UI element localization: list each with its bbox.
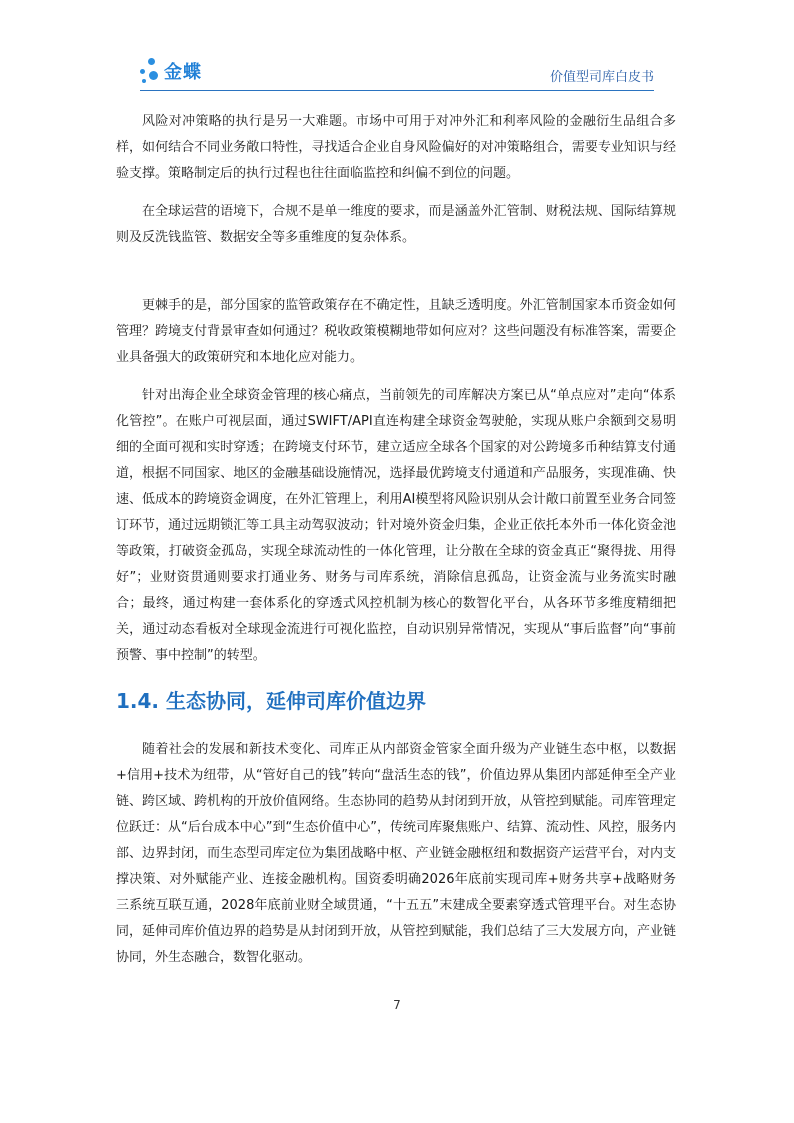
header-title: 价值型司库白皮书 — [549, 70, 654, 85]
paragraph: 风险对冲策略的执行是另一大难题。市场中可用于对冲外汇和利率风险的金融衍生品组合多样，如何结合不同业务敞口特性，寻找适合企业自身风险偏好的对冲策略组合，需要专业知识与经验支撑。策略制定后的执行过程也往往面临监控和纠偏不到位的问题。 — [116, 114, 676, 181]
page-header — [140, 52, 654, 92]
company-logo — [140, 56, 202, 86]
paragraph: 在全球运营的语境下，合规不是单一维度的要求，而是涵盖外汇管制、财税法规、国际结算规则及反洗钱监管、数据安全等多重维度的复杂体系。 — [116, 204, 676, 245]
paragraph: 针对出海企业全球资金管理的核心痛点，当前领先的司库解决方案已从“单点应对”走向“体系化管控”。在账户可视层面，通过SWIFT/API直连构建全球资金驾驶舱，实现从账户余额到交易明细的全面可视和实时穿透；在跨境支付环节，建立适应全球各个国家的对公跨境多币种结算支付通道，根据不同国家、地区的金融基础设施情况，选择最优跨境支付通道和产品服务，实现准确、快速、低成本的跨境资金调度，在外汇管理上，利用AI模型将风险识别从会计敞口前置至业务合同签订环节，通过远期锁汇等工具主动驾驭波动；针对境外资金归集，企业正依托本外币一体化资金池等政策，打破资金孤岛，实现全球流动性的一体化管理，让分散在全球的资金真正“聚得拢、用得好”；业财资贯通则要求打通业务、财务与司库系统，消除信息孤岛，让资金流与业务流实时融合；最终，通过构建一套体系化的穿透式风控机制为核心的数智化平台，从各环节多维度精细把关，通过动态看板对全球现金流进行可视化监控，自动识别异常情况，实现从“事后监督”向“事前预警、事中控制”的转型。 — [116, 388, 676, 663]
section-heading: 1.4. 生态协同，延伸司库价值边界 — [116, 689, 426, 713]
paragraph: 随着社会的发展和新技术变化、司库正从内部资金管家全面升级为产业链生态中枢，以数据+信用+技术为纽带，从“管好自己的钱”转向“盘活生态的钱”，价值边界从集团内部延伸至全产业链、跨区域、跨机构的开放价值网络。生态协同的趋势从封闭到开放，从管控到赋能。司库管理定位跃迁：从“后台成本中心”到“生态价值中心”，传统司库聚焦账户、结算、流动性、风控，服务内部、边界封闭，而生态型司库定位为集团战略中枢、产业链金融枢纽和数据资产运营平台，对内支撑决策、对外赋能产业、连接金融机构。国资委明确2026年底前实现司库+财务共享+战略财务三系统互联互通，2028年底前业财全域贯通，“十五五”末建成全要素穿透式管理平台。对生态协同，延伸司库价值边界的趋势是从封闭到开放，从管控到赋能，我们总结了三大发展方向，产业链协同，外生态融合，数智化驱动。 — [116, 742, 676, 965]
logo-dots-icon — [140, 58, 162, 84]
page-number: 7 — [393, 998, 401, 1012]
paragraph: 更棘手的是，部分国家的监管政策存在不确定性，且缺乏透明度。外汇管制国家本币资金如何管理？跨境支付背景审查如何通过？税收政策模糊地带如何应对？这些问题没有标准答案，需要企业具备强大的政策研究和本地化应对能力。 — [116, 298, 676, 365]
page-content — [116, 109, 676, 983]
header-divider — [140, 90, 654, 91]
logo-text: 金蝶 — [164, 62, 202, 83]
